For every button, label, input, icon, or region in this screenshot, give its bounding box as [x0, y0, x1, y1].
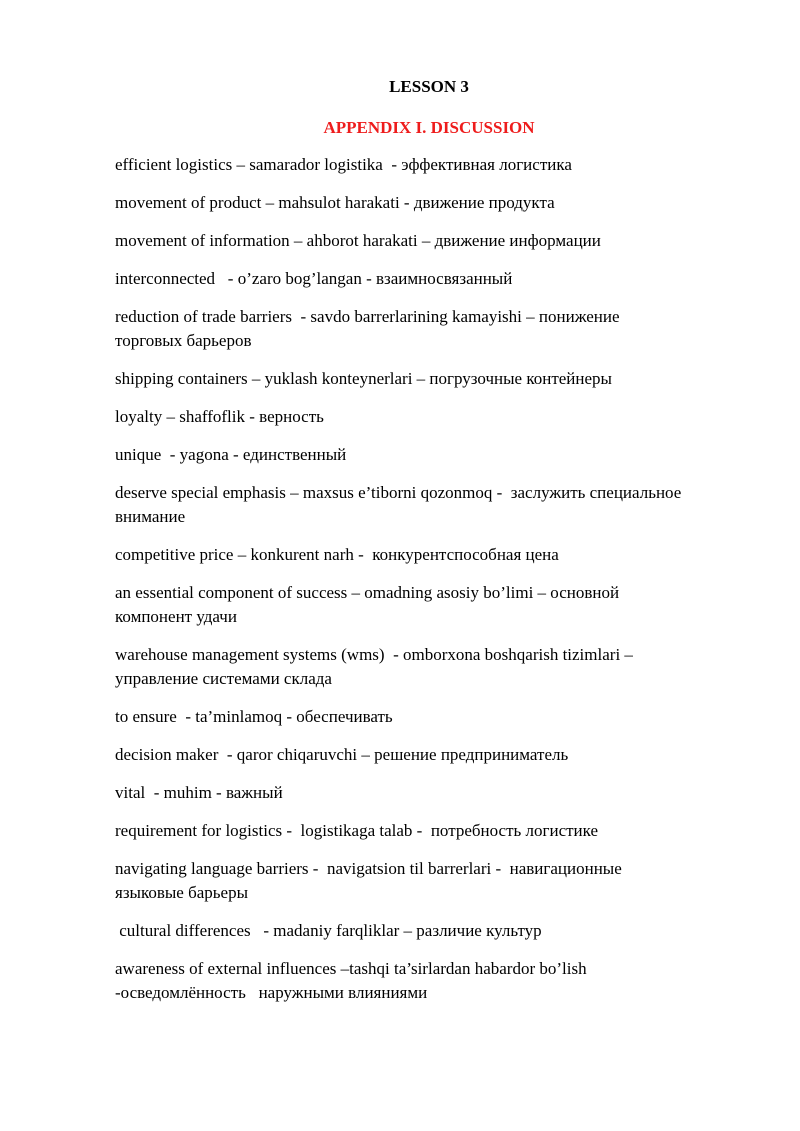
- vocab-entry: cultural differences - madaniy farqliklar – различие культур: [115, 921, 542, 940]
- vocab-entry: an essential component of success – omadning asosiy bo’limi – основной компонент удачи: [115, 583, 620, 626]
- vocab-entry: navigating language barriers - navigatsion til barrerlari - навигационные языковые барьеры: [115, 859, 622, 902]
- vocab-entry: movement of product – mahsulot harakati - движение продукта: [115, 193, 555, 212]
- vocab-entry: deserve special emphasis – maxsus e’tiborni qozonmoq - заслужить специальное внимание: [115, 483, 682, 526]
- vocab-entry: movement of information – ahborot harakati – движение информации: [115, 231, 601, 250]
- vocab-entry: decision maker - qaror chiqaruvchi – решение предприниматель: [115, 745, 569, 764]
- vocab-entry: warehouse management systems (wms) - omborxona boshqarish tizimlari – управление системами склада: [115, 645, 633, 688]
- vocab-entry: requirement for logistics - logistikaga talab - потребность логистике: [115, 821, 599, 840]
- lesson-title: LESSON 3: [389, 77, 469, 96]
- vocab-entry: competitive price – konkurent narh - конкурентспособная цена: [115, 545, 559, 564]
- vocab-entry: interconnected - o’zaro bog’langan - взаимносвязанный: [115, 269, 513, 288]
- vocabulary-list: [115, 153, 755, 1019]
- vocab-entry: shipping containers – yuklash konteynerlari – погрузочные контейнеры: [115, 369, 612, 388]
- vocab-entry: vital - muhim - важный: [115, 783, 283, 802]
- vocab-entry: to ensure - ta’minlamoq - обеспечивать: [115, 707, 393, 726]
- vocab-entry: loyalty – shaffoflik - верность: [115, 407, 324, 426]
- vocab-entry: efficient logistics – samarador logistika - эффективная логистика: [115, 155, 572, 174]
- vocab-entry: awareness of external influences –tashqi ta’sirlardan habardor bo’lish -осведомлённость наружными влияниями: [115, 959, 587, 1002]
- vocab-entry: reduction of trade barriers - savdo barrerlarining kamayishi – понижение торговых барьеров: [115, 307, 620, 350]
- appendix-title: APPENDIX I. DISCUSSION: [323, 118, 535, 137]
- vocab-entry: unique - yagona - единственный: [115, 445, 347, 464]
